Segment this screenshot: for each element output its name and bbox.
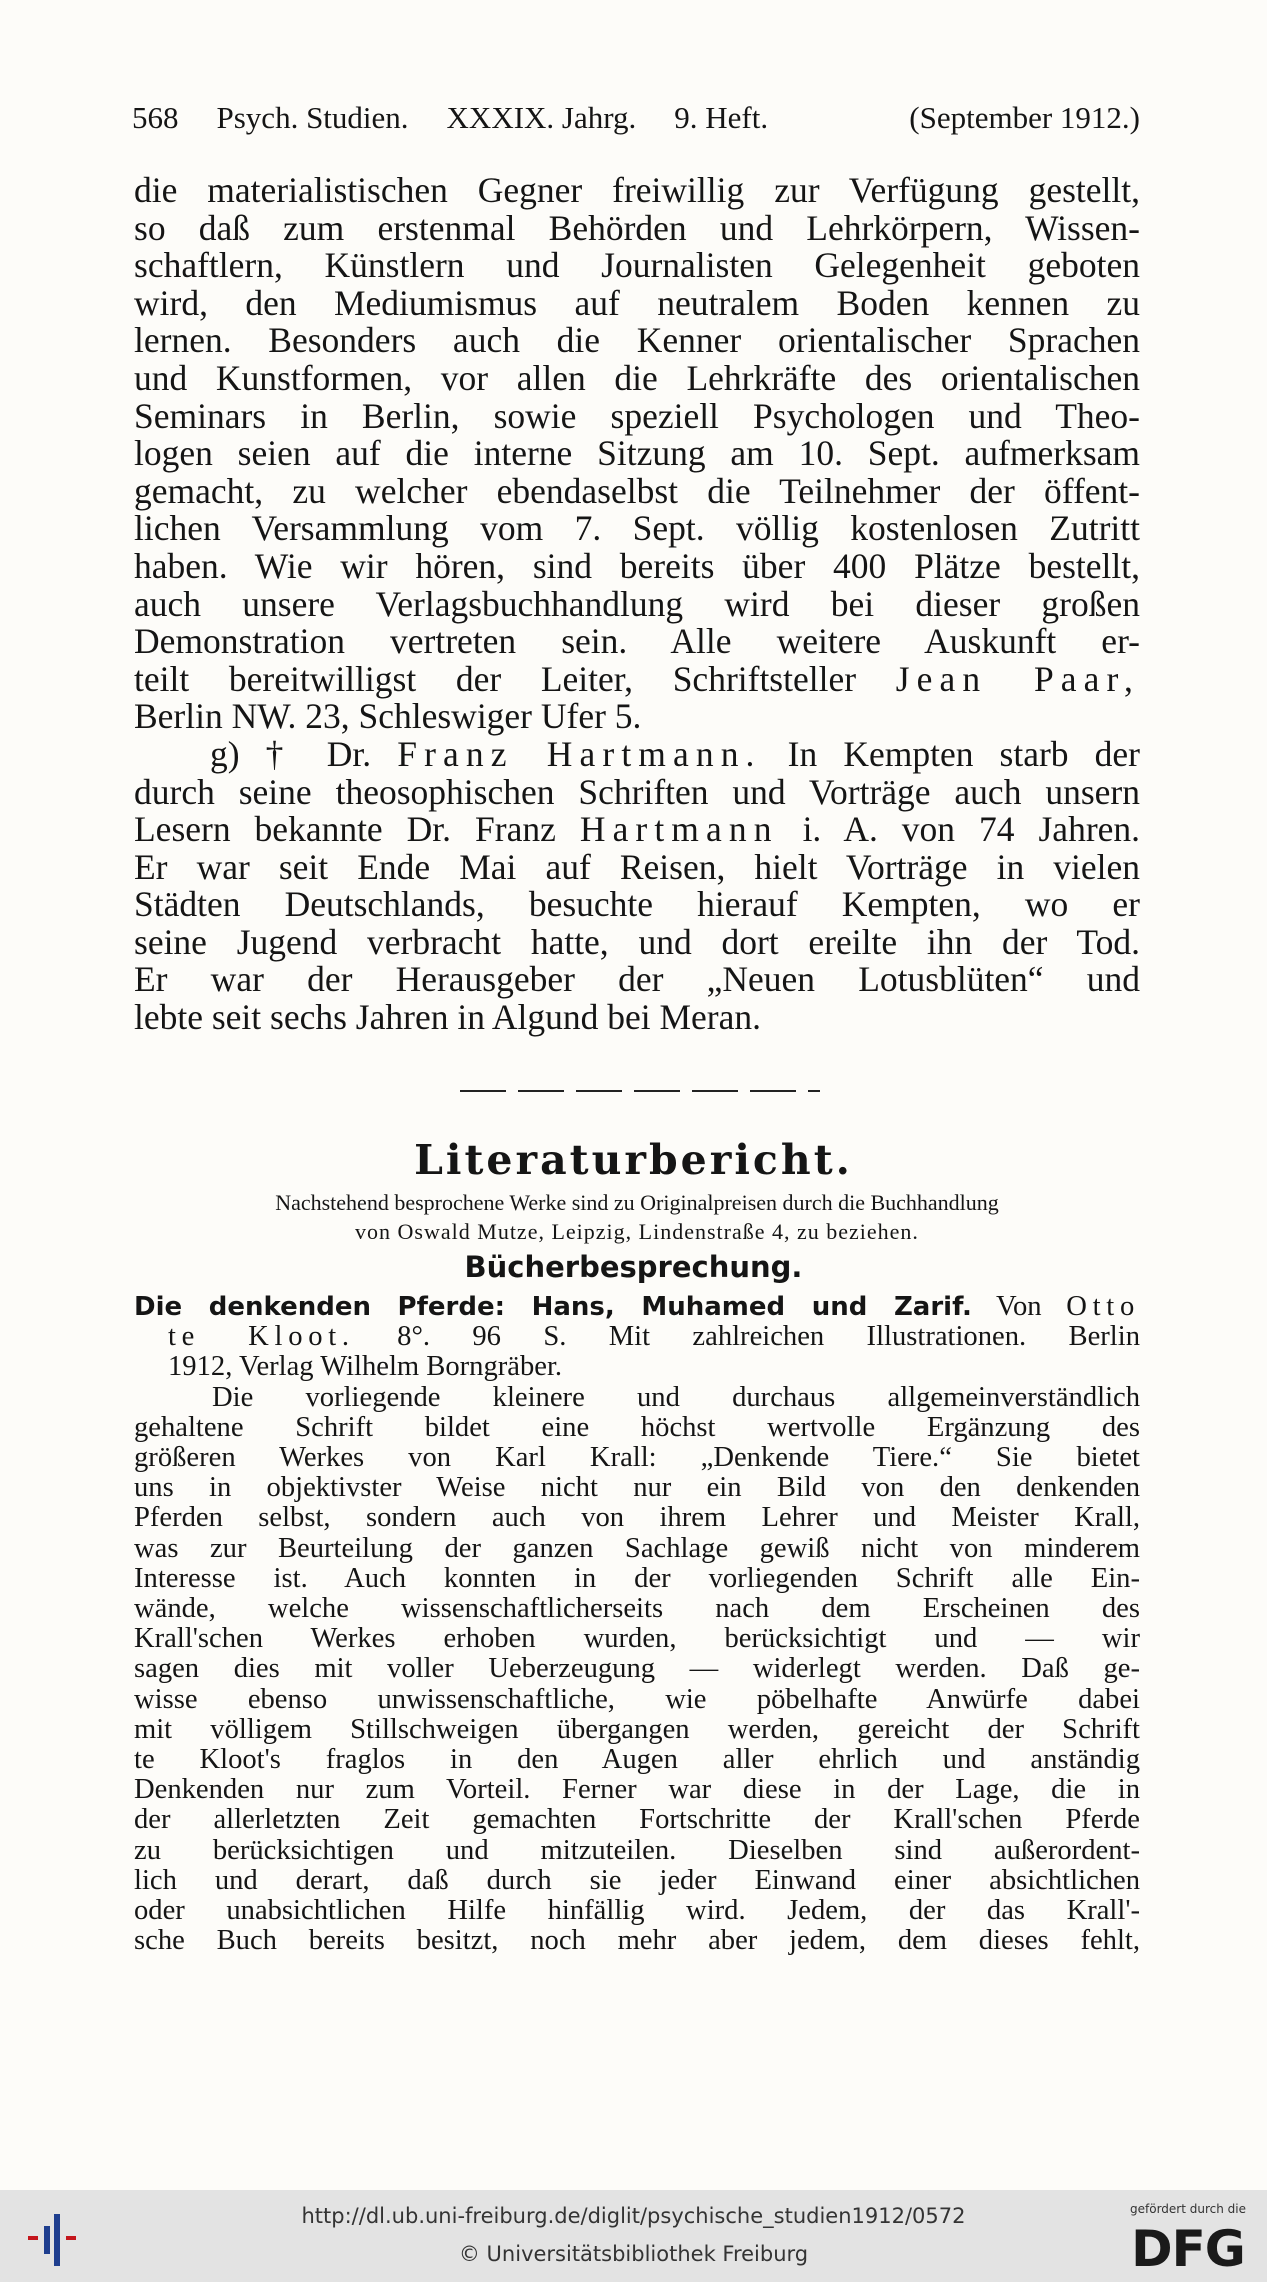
text-line: Die vorliegende kleinere und durchaus allgemeinverständlich <box>212 1381 1140 1413</box>
text-line <box>134 1322 1140 1352</box>
text-line: was zur Beurteilung der ganzen Sachlage gewiß nicht von minderem <box>134 1532 1140 1564</box>
section-note-line: Nachstehend besprochene Werke sind zu Originalpreisen durch die Buchhandlung <box>275 1190 999 1215</box>
text-line: lichen Versammlung vom 7. Sept. völlig kostenlosen Zutritt <box>134 508 1140 549</box>
book-title: Die denkenden Pferde: Hans, Muhamed und Zarif. <box>134 1292 972 1322</box>
text-line: gehaltene Schrift bildet eine höchst wertvolle Ergänzung des <box>134 1411 1140 1443</box>
obituary-heading-line <box>134 733 1140 774</box>
text-fragment: teilt bereitwilligst der Leiter, Schriftsteller <box>134 658 857 699</box>
text-line: 1912, Verlag Wilhelm Borngräber. <box>168 1351 563 1383</box>
obituary-name: Franz Hartmann. <box>397 733 762 774</box>
review-heading-line <box>134 1292 1140 1322</box>
text-line <box>134 658 1140 699</box>
text-line: auch unsere Verlagsbuchhandlung wird bei dieser großen <box>134 583 1140 624</box>
dfg-wordmark: DFG <box>1131 2220 1245 2278</box>
text-line: so daß zum erstenmal Behörden und Lehrkörpern, Wissen- <box>134 207 1140 248</box>
issue-label: 9. Heft. <box>674 100 769 135</box>
text-line: der allerletzten Zeit gemachten Fortschritte der Krall'schen Pferde <box>134 1804 1140 1836</box>
author-first-name: Otto <box>1066 1291 1140 1322</box>
author-last-name: te Kloot. <box>168 1321 355 1353</box>
text-line <box>134 811 1140 849</box>
text-line: te Kloot's fraglos in den Augen aller ehrlich und anständig <box>134 1744 1140 1776</box>
issue-date: (September 1912.) <box>909 100 1140 135</box>
leiter-name: Jean Paar, <box>895 658 1140 699</box>
text-line: und Kunstformen, vor allen die Lehrkräfte des orientalischen <box>134 357 1140 398</box>
permalink-url[interactable]: http://dl.ub.uni-freiburg.de/diglit/psychische_studien1912/0572 <box>301 2204 966 2228</box>
text-line: Seminars in Berlin, sowie speziell Psychologen und Theo- <box>134 395 1140 436</box>
text-line: die materialistischen Gegner freiwillig zur Verfügung gestellt, <box>134 170 1140 210</box>
text-fragment: i. A. von 74 Jahren. <box>802 809 1141 850</box>
text-line: wände, welche wissenschaftlicherseits nach dem Erscheinen des <box>134 1593 1140 1625</box>
text-line: Er war seit Ende Mai auf Reisen, hielt Vorträge in vielen <box>134 846 1140 887</box>
viewer-footer <box>0 2190 1267 2282</box>
text-line: durch seine theosophischen Schriften und Vorträge auch unsern <box>134 771 1140 812</box>
text-line: seine Jugend verbracht hatte, und dort ereilte ihn der Tod. <box>134 921 1140 962</box>
copyright-notice: © Universitätsbibliothek Freiburg <box>458 2242 809 2266</box>
dfg-caption: gefördert durch die <box>1130 2202 1246 2216</box>
text-line: sche Buch bereits besitzt, noch mehr aber jedem, dem dieses fehlt, <box>134 1925 1140 1957</box>
text-line: Städten Deutschlands, besuchte hierauf Kempten, wo er <box>134 884 1140 925</box>
section-subtitle: Bücherbesprechung. <box>464 1250 803 1284</box>
text-line: sagen dies mit voller Ueberzeugung — widerlegt werden. Daß ge- <box>134 1653 1140 1685</box>
text-line: größeren Werkes von Karl Krall: „Denkende Tiere.“ Sie bietet <box>134 1442 1140 1474</box>
text-line: Denkenden nur zum Vorteil. Ferner war diese in der Lage, die in <box>134 1774 1140 1806</box>
text-line: uns in objektivster Weise nicht nur ein Bild von den denkenden <box>134 1472 1140 1504</box>
text-line: oder unabsichtlichen Hilfe hinfällig wird. Jedem, der das Krall'- <box>134 1895 1140 1927</box>
text-line: Interesse ist. Auch konnten in der vorliegenden Schrift alle Ein- <box>134 1562 1140 1594</box>
text-line: Berlin NW. 23, Schleswiger Ufer 5. <box>134 696 642 737</box>
text-line: zu berücksichtigen und mitzuteilen. Dieselben sind außerordent- <box>134 1834 1140 1866</box>
text-fragment: 8°. 96 S. Mit zahlreichen Illustrationen. Berlin <box>397 1321 1140 1353</box>
text-line: mit völligem Stillschweigen übergangen werden, gereicht der Schrift <box>134 1713 1140 1745</box>
text-fragment: In Kempten starb der <box>787 733 1140 774</box>
text-line: lebte seit sechs Jahren in Algund bei Meran. <box>134 997 762 1038</box>
text-fragment: Von <box>996 1291 1042 1322</box>
section-note <box>134 1188 1140 1246</box>
text-line: lich und derart, daß durch sie jeder Einwand einer absichtlichen <box>134 1864 1140 1896</box>
text-line: gemacht, zu welcher ebendaselbst die Teilnehmer der öffent- <box>134 470 1140 511</box>
hartmann-name: Hartmann <box>579 809 779 850</box>
announcement-text <box>134 172 1140 1037</box>
text-line: wisse ebenso unwissenschaftliche, wie pöbelhafte Anwürfe dabei <box>134 1683 1140 1715</box>
text-line: Krall'schen Werkes erhoben wurden, berücksichtigt und — wir <box>134 1623 1140 1655</box>
section-note-line: von Oswald Mutze, Leipzig, Lindenstraße 4, zu beziehen. <box>355 1219 919 1244</box>
text-line: haben. Wie wir hören, sind bereits über 400 Plätze bestellt, <box>134 545 1140 586</box>
text-line: schaftlern, Künstlern und Journalisten Gelegenheit geboten <box>134 245 1140 286</box>
obituary-label: g) † Dr. <box>210 733 372 774</box>
text-line: wird, den Mediumismus auf neutralem Boden kennen zu <box>134 282 1140 323</box>
text-line: Pferden selbst, sondern auch von ihrem Lehrer und Meister Krall, <box>134 1502 1140 1534</box>
text-line: logen seien auf die interne Sitzung am 10. Sept. aufmerksam <box>134 433 1140 474</box>
page-number: 568 <box>132 100 179 135</box>
text-line: Er war der Herausgeber der „Neuen Lotusblüten“ und <box>134 959 1140 1000</box>
journal-title: Psych. Studien. <box>216 100 409 135</box>
book-review <box>134 1292 1140 1956</box>
running-head <box>132 100 1140 136</box>
section-divider <box>460 1090 820 1092</box>
dfg-logo <box>1123 2202 1253 2276</box>
text-line: Demonstration vertreten sein. Alle weitere Auskunft er- <box>134 621 1140 662</box>
section-title: Literaturbericht. <box>414 1136 853 1184</box>
text-line: lernen. Besonders auch die Kenner orientalischer Sprachen <box>134 320 1140 361</box>
text-fragment: Lesern bekannte Dr. Franz <box>134 809 556 850</box>
volume-label: XXXIX. Jahrg. <box>446 100 637 135</box>
